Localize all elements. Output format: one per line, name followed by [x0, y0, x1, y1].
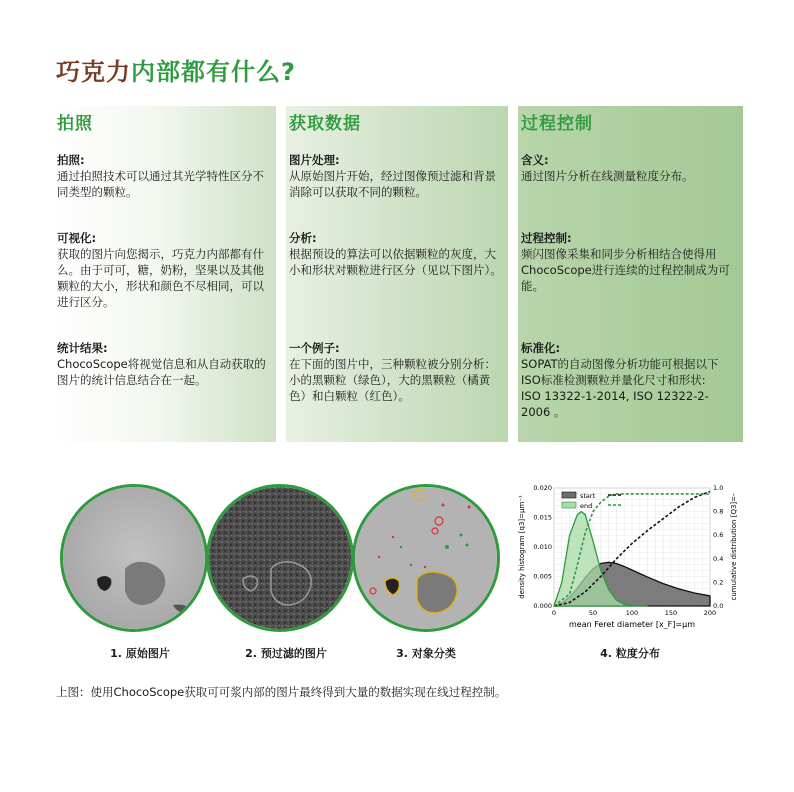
column-data: [286, 106, 508, 442]
section-body: 通过拍照技术可以通过其光学特性区分不同类型的颗粒。: [57, 169, 264, 199]
section-body: 从原始图片开始，经过图像预过滤和背景消除可以获取不同的颗粒。: [289, 169, 496, 199]
section-process-control: [521, 230, 737, 294]
column-heading: 拍照: [57, 114, 93, 134]
column-process-control: [518, 106, 743, 442]
page-title: [56, 52, 296, 87]
legend-end-label: end: [580, 502, 593, 510]
section-photo: [57, 152, 270, 200]
legend-end-swatch: [562, 502, 576, 508]
y-tick-label: 0.005: [533, 572, 552, 581]
section-body: 根据预设的算法可以依据颗粒的灰度，大小和形状对颗粒进行区分（见以下图片）。: [289, 247, 502, 277]
section-meaning: [521, 152, 737, 184]
section-example: [289, 340, 502, 404]
classified-image: [352, 484, 500, 632]
section-heading: 拍照:: [57, 153, 85, 167]
section-heading: 可视化:: [57, 231, 97, 245]
title-part-1: 巧克力: [56, 58, 131, 86]
raw-image: [60, 484, 208, 632]
y2-tick-label: 0.2: [713, 578, 724, 587]
y2-tick-label: 0.4: [713, 554, 724, 563]
y2-axis-label: cumulative distribution [Q3]=-: [730, 493, 738, 601]
legend-start-swatch: [562, 492, 576, 498]
y2-tick-label: 0.0: [713, 602, 724, 610]
section-statistics: [57, 340, 270, 388]
chart-svg: [516, 478, 742, 638]
section-body: 通过图片分析在线测量粒度分布。: [521, 169, 694, 183]
y-axis-label: density histogram [q3]=µm⁻¹: [518, 495, 526, 599]
legend-start-label: start: [580, 492, 596, 500]
section-heading: 标准化:: [521, 341, 561, 355]
section-heading: 过程控制:: [521, 231, 572, 245]
size-distribution-chart: [516, 478, 742, 638]
y-tick-label: 0.020: [533, 484, 552, 492]
caption-chart: 4. 粒度分布: [600, 647, 660, 660]
section-standardization: [521, 340, 737, 420]
filtered-image: [206, 484, 354, 632]
column-heading: 获取数据: [289, 114, 361, 134]
column-photo: [54, 106, 276, 442]
section-body: SOPAT的自动图像分析功能可根据以下ISO标准检测颗粒并量化尺寸和形状:: [521, 357, 719, 387]
y2-tick-label: 1.0: [713, 484, 724, 492]
x-tick-label: 200: [703, 609, 717, 617]
caption-classified-image: 3. 对象分类: [396, 647, 456, 660]
y-tick-label: 0.010: [533, 543, 552, 551]
footer-caption: 上图：使用ChocoScope获取可可浆内部的图片最终得到大量的数据实现在线过程控制。: [56, 685, 507, 699]
section-body: 频闪图像采集和同步分析相结合使得用ChocoScope进行连续的过程控制成为可能。: [521, 247, 730, 293]
y2-tick-label: 0.6: [713, 531, 724, 540]
section-heading: 图片处理:: [289, 153, 340, 167]
x-tick-label: 50: [588, 609, 598, 617]
x-axis-label: mean Feret diameter [x_F]=µm: [568, 620, 696, 629]
title-part-2: 内部都有什么?: [131, 58, 296, 86]
x-tick-label: 150: [664, 609, 678, 617]
section-analysis: [289, 230, 502, 278]
section-heading: 统计结果:: [57, 341, 108, 355]
x-tick-label: 0: [551, 609, 557, 617]
section-heading: 一个例子:: [289, 341, 340, 355]
caption-filtered-image: 2. 预过滤的图片: [245, 647, 327, 660]
section-body-iso: ISO 13322-1-2014, ISO 12322-2-2006 。: [521, 389, 709, 419]
x-tick-label: 100: [625, 609, 639, 617]
section-heading: 含义:: [521, 153, 549, 167]
caption-raw-image: 1. 原始图片: [110, 647, 170, 660]
y-tick-label: 0.015: [533, 513, 552, 522]
y-tick-label: 0.000: [533, 602, 552, 610]
section-visualize: [57, 230, 270, 310]
section-heading: 分析:: [289, 231, 317, 245]
section-body: ChocoScope将视觉信息和从自动获取的图片的统计信息结合在一起。: [57, 357, 266, 387]
y2-tick-label: 0.8: [713, 507, 724, 516]
column-heading: 过程控制: [521, 114, 593, 134]
section-body: 在下面的图片中，三种颗粒被分别分析：小的黑颗粒（绿色），大的黑颗粒（橘黄色）和白颗粒（红色）。: [289, 357, 496, 403]
section-body: 获取的图片向您揭示，巧克力内部都有什么。由于可可，糖，奶粉，坚果以及其他颗粒的大小，形状和颜色不尽相同，可以进行区分。: [57, 247, 264, 309]
section-image-processing: [289, 152, 502, 200]
